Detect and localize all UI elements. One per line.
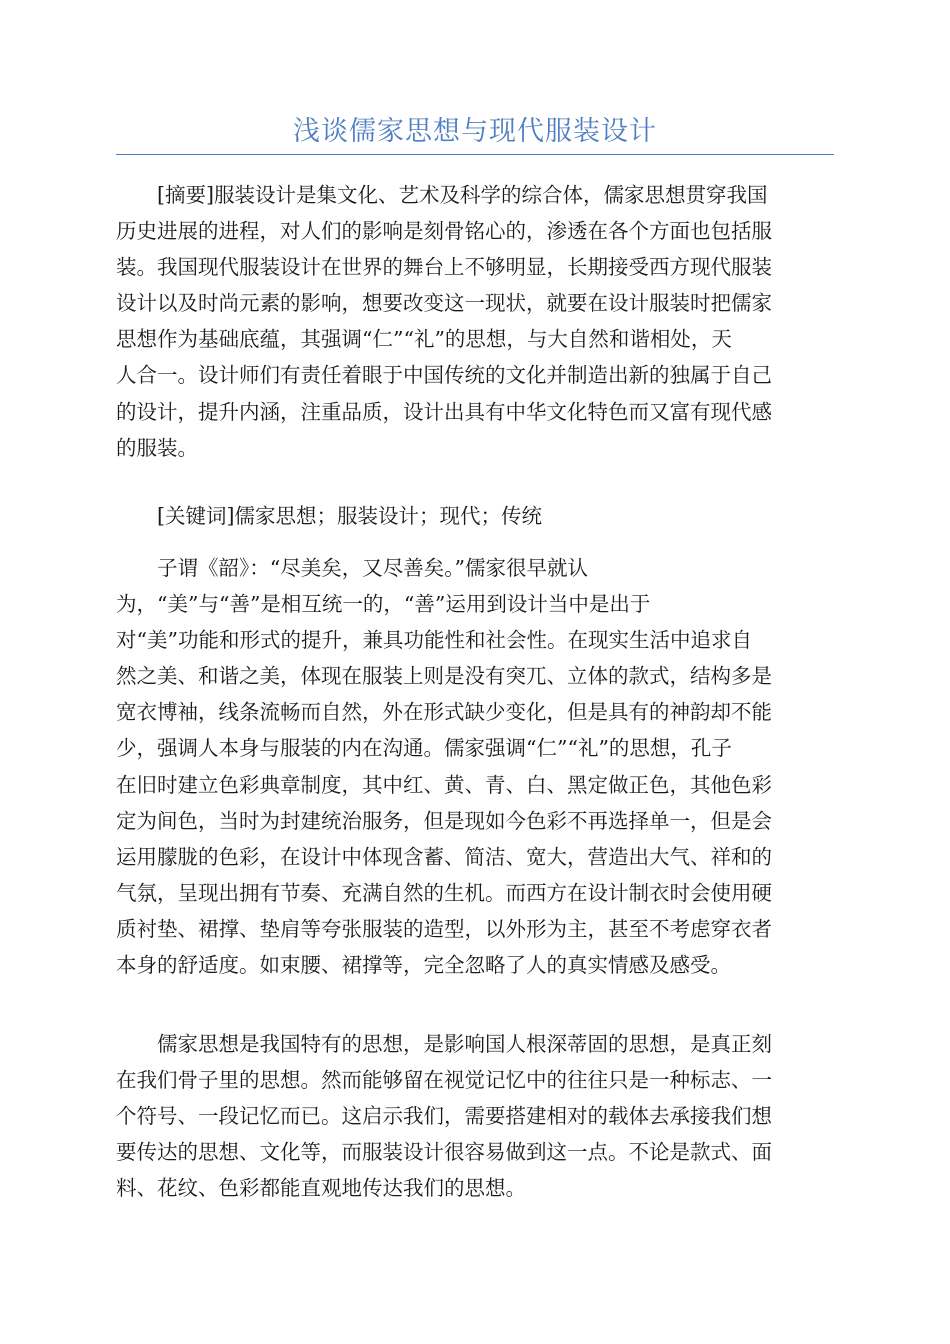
text-line: 对“美”功能和形式的提升，兼具功能性和社会性。在现实生活中追求自 [116, 628, 752, 653]
text-line: 定为间色，当时为封建统治服务，但是现如今色彩不再选择单一，但是会 [116, 808, 772, 833]
text-line: 设计以及时尚元素的影响，想要改变这一现状，就要在设计服装时把儒家 [116, 291, 772, 316]
text-line: 然之美、和谐之美，体现在服装上则是没有突兀、立体的款式，结构多是 [116, 664, 772, 689]
document-title: 浅谈儒家思想与现代服装设计 [293, 116, 657, 147]
body-paragraph-1 [116, 550, 832, 983]
text-line: 为，“美”与“善”是相互统一的，“善”运用到设计当中是出于 [116, 592, 651, 617]
text-line: 要传达的思想、文化等，而服装设计很容易做到这一点。不论是款式、面 [116, 1140, 772, 1165]
text-line: [摘要]服装设计是集文化、艺术及科学的综合体，儒家思想贯穿我国 [116, 183, 768, 207]
text-line: 气氛，呈现出拥有节奏、充满自然的生机。而西方在设计制衣时会使用硬 [116, 880, 772, 905]
text-line: 少，强调人本身与服装的内在沟通。儒家强调“仁”“礼”的思想，孔子 [116, 736, 732, 761]
text-line: 宽衣博袖，线条流畅而自然，外在形式缺少变化，但是具有的神韵却不能 [116, 700, 772, 725]
text-line: 个符号、一段记忆而已。这启示我们，需要搭建相对的载体去承接我们想 [116, 1104, 772, 1129]
text-line: 在我们骨子里的思想。然而能够留在视觉记忆中的往往只是一种标志、一 [116, 1068, 772, 1093]
text-line: 料、花纹、色彩都能直观地传达我们的思想。 [116, 1176, 526, 1201]
text-line: 历史进展的进程，对人们的影响是刻骨铭心的，渗透在各个方面也包括服 [116, 219, 772, 244]
text-line: 质衬垫、裙撑、垫肩等夸张服装的造型，以外形为主，甚至不考虑穿衣者 [116, 916, 772, 941]
text-line: 人合一。设计师们有责任着眼于中国传统的文化并制造出新的独属于自己 [116, 363, 772, 388]
text-line: 运用朦胧的色彩，在设计中体现含蓄、简洁、宽大，营造出大气、祥和的 [116, 844, 772, 869]
text-line: 思想作为基础底蕴，其强调“仁”“礼”的思想，与大自然和谐相处，天 [116, 327, 732, 352]
text-line: 本身的舒适度。如束腰、裙撑等，完全忽略了人的真实情感及感受。 [116, 953, 731, 978]
text-line: 装。我国现代服装设计在世界的舞台上不够明显，长期接受西方现代服装 [116, 255, 772, 280]
text-line: 的服装。 [116, 435, 198, 460]
text-line: 子谓《韶》：“尽美矣，又尽善矣。”儒家很早就认 [116, 556, 588, 580]
text-line: [关键词]儒家思想；服装设计；现代；传统 [116, 504, 542, 528]
text-line: 儒家思想是我国特有的思想，是影响国人根深蒂固的思想，是真正刻 [116, 1032, 772, 1056]
text-line: 在旧时建立色彩典章制度，其中红、黄、青、白、黑定做正色，其他色彩 [116, 772, 772, 797]
title-underline [116, 154, 834, 155]
abstract-paragraph [116, 177, 832, 466]
keywords-paragraph [116, 498, 832, 534]
text-line: 的设计，提升内涵，注重品质，设计出具有中华文化特色而又富有现代感 [116, 399, 772, 424]
body-paragraph-2 [116, 1026, 832, 1206]
